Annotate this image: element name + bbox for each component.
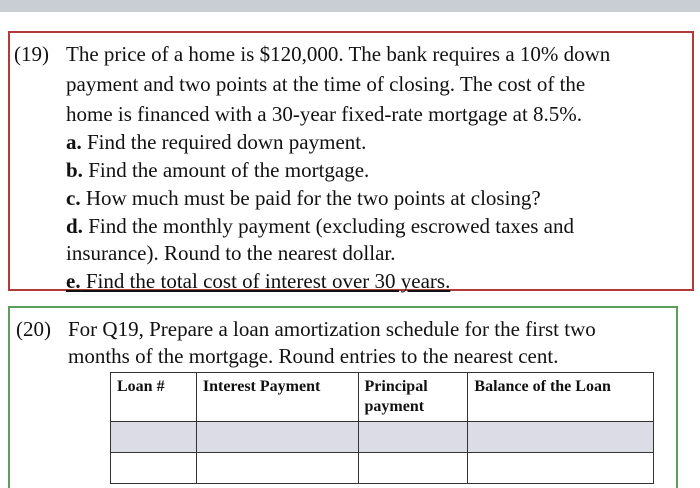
part-b [66, 157, 369, 183]
question-20-line-2: months of the mortgage. Round entries to the nearest cent. [68, 344, 559, 368]
header-principal-payment: Principal payment [358, 373, 468, 422]
question-20-line-1: For Q19, Prepare a loan amortization schedule for the first two [68, 317, 596, 341]
question-19-line-1: The price of a home is $120,000. The bank requires a 10% down [66, 42, 611, 66]
header-interest-payment: Interest Payment [196, 373, 358, 422]
table-cell[interactable] [468, 453, 654, 484]
table-cell[interactable] [196, 422, 358, 453]
part-e [66, 268, 450, 294]
part-d-continued: insurance). Round to the nearest dollar. [66, 241, 396, 265]
header-loan-number: Loan # [111, 373, 197, 422]
table-cell[interactable] [358, 453, 468, 484]
question-19-number: (19) [14, 42, 49, 66]
header-balance: Balance of the Loan [468, 373, 654, 422]
part-d [66, 213, 574, 239]
table-cell[interactable] [358, 422, 468, 453]
part-c-label: c. [66, 186, 81, 210]
part-e-text: Find the total cost of interest over 30 years. [80, 269, 451, 293]
table-row [111, 453, 654, 484]
part-b-text: Find the amount of the mortgage. [82, 158, 370, 182]
part-c [66, 185, 541, 211]
table-row [111, 422, 654, 453]
part-e-label: e. [66, 269, 81, 293]
part-d-text: Find the monthly payment (excluding escrowed taxes and [82, 214, 574, 238]
part-a-text: Find the required down payment. [81, 130, 367, 154]
question-19-line-2: payment and two points at the time of closing. The cost of the [66, 72, 586, 96]
part-d-label: d. [66, 214, 83, 238]
part-c-text: How much must be paid for the two points at closing? [80, 186, 541, 210]
table-cell[interactable] [468, 422, 654, 453]
table-cell[interactable] [111, 453, 197, 484]
table-cell[interactable] [111, 422, 197, 453]
question-19-line-3: home is financed with a 30-year fixed-rate mortgage at 8.5%. [66, 102, 583, 126]
amortization-table [110, 372, 654, 484]
part-a-label: a. [66, 130, 82, 154]
question-20-number: (20) [16, 317, 51, 341]
table-header-row [111, 373, 654, 422]
part-b-label: b. [66, 158, 83, 182]
part-a [66, 129, 366, 155]
top-bar [0, 0, 700, 12]
table-cell[interactable] [196, 453, 358, 484]
